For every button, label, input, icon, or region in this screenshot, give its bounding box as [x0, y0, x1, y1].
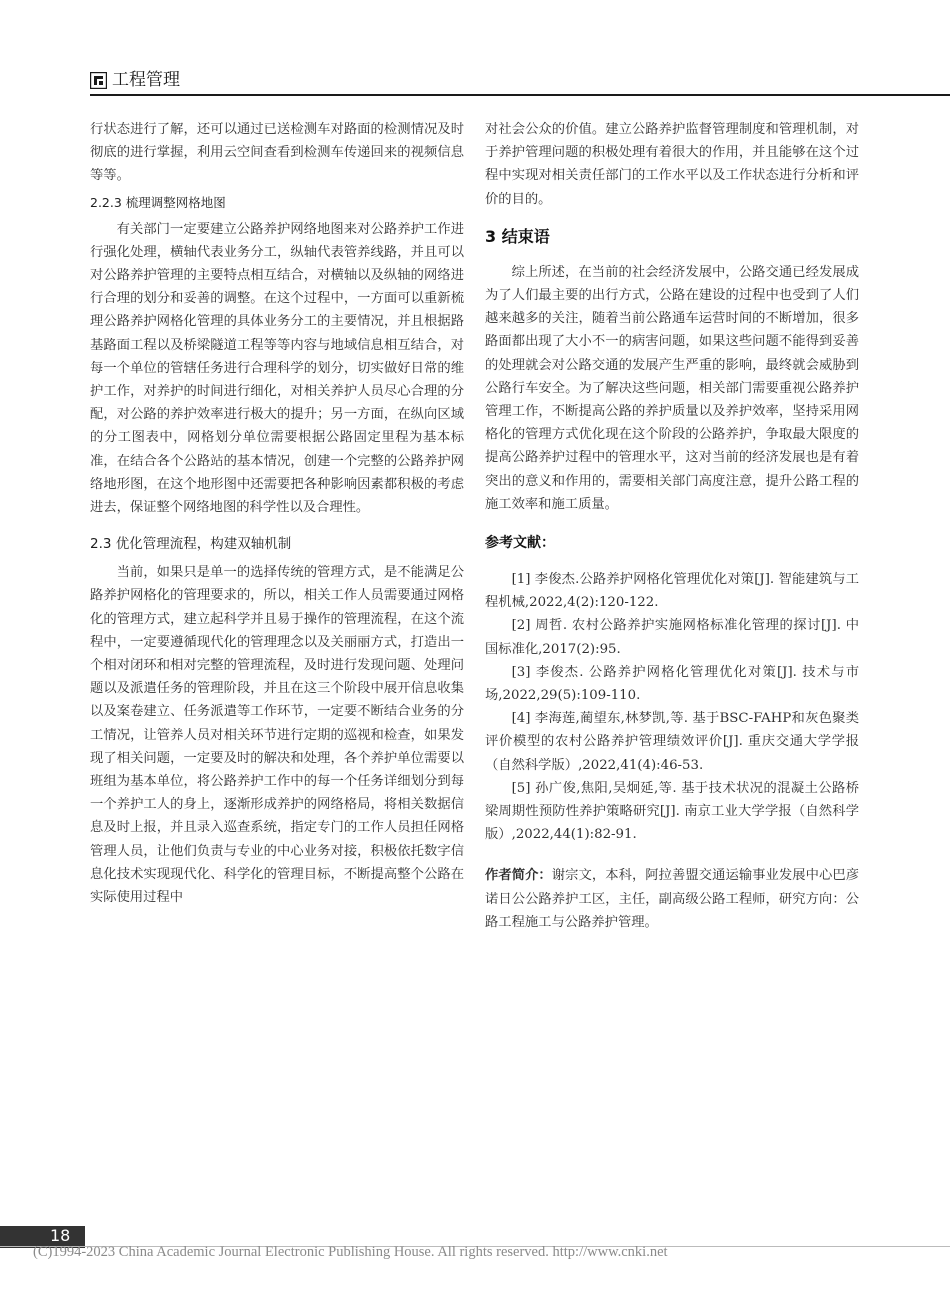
journal-name: 工程管理	[112, 70, 180, 90]
section-2-2-3-heading: 2.2.3 梳理调整网格地图	[90, 194, 226, 210]
intro-paragraph: 行状态进行了解，还可以通过已送检测车对路面的检测情况及时彻底的进行掌握，利用云空间查看到检测车传递回来的视频信息等等。	[90, 122, 464, 184]
author-bio-label: 作者简介：	[485, 868, 552, 884]
copyright-notice: (C)1994-2023 China Academic Journal Electronic Publishing House. All rights reserved. http://www.cnki.net	[33, 1244, 668, 1260]
reference-item: [3] 李俊杰. 公路养护网格化管理优化对策[J]. 技术与市场,2022,29(5):109-110.	[485, 664, 859, 704]
reference-list	[485, 568, 859, 846]
reference-item: [1] 李俊杰.公路养护网格化管理优化对策[J]. 智能建筑与工程机械,2022,4(2):120-122.	[485, 572, 859, 611]
journal-logo-icon	[90, 72, 107, 89]
right-column	[485, 118, 859, 934]
references-title: 参考文献：	[485, 535, 555, 552]
left-column	[90, 118, 464, 909]
reference-item: [5] 孙广俊,焦阳,吴炯延,等. 基于技术状况的混凝土公路桥梁周期性预防性养护策略研究[J]. 南京工业大学学报（自然科学版）,2022,44(1):82-91.	[485, 780, 859, 843]
author-bio	[485, 864, 859, 934]
section-2-2-3-paragraph: 有关部门一定要建立公路养护网络地图来对公路养护工作进行强化处理，横轴代表业务分工，纵轴代表管养线路，并且可以对公路养护管理的主要特点相互结合，对横轴以及纵轴的网络进行合理的划分和妥善的调整。在这个过程中，一方面可以重新梳理公路养护网格化管理的具体业务分工的主要情况，并且根据路基路面工程以及桥梁隧道工程等等内容与地域信息相互结合，对每一个单位的管辖任务进行合理科学的划分，切实做好日常的维护工作，对养护的时间进行细化，对相关养护人员尽心合理的分配，对公路的养护效率进行极大的提升；另一方面，在纵向区域的分工图表中，网格划分单位需要根据公路固定里程为基本标准，在结合各个公路站的基本情况，创建一个完整的公路养护网络地形图，在这个地形图中还需要把各种影响因素都积极的考虑进去，保证整个网络地图的科学性以及合理性。	[90, 221, 464, 516]
journal-header	[90, 68, 950, 96]
section-2-3-heading: 2.3 优化管理流程，构建双轴机制	[90, 536, 292, 553]
reference-item: [2] 周哲. 农村公路养护实施网格标准化管理的探讨[J]. 中国标准化,2017(2):95.	[485, 618, 859, 657]
author-bio-text: 谢宗文，本科，阿拉善盟交通运输事业发展中心巴彦诺日公公路养护工区，主任，副高级公路工程师，研究方向：公路工程施工与公路养护管理。	[485, 868, 859, 930]
header-rule	[90, 94, 950, 96]
continued-paragraph: 对社会公众的价值。建立公路养护监督管理制度和管理机制，对于养护管理问题的积极处理有着很大的作用，并且能够在这个过程中实现对相关责任部门的工作水平以及工作状态进行分析和评价的目的。	[485, 122, 859, 207]
conclusion-paragraph: 综上所述，在当前的社会经济发展中，公路交通已经发展成为了人们最主要的出行方式，公路在建设的过程中也受到了人们越来越多的关注，随着当前公路通车运营时间的不断增加，很多路面都出现了大小不一的病害问题，如果这些问题不能得到妥善的处理就会对公路交通的发展产生严重的影响，最终就会威胁到公路行车安全。为了解决这些问题，相关部门需要重视公路养护管理工作，不断提高公路的养护质量以及养护效率，坚持采用网格化的管理方式优化现在这个阶段的公路养护，争取最大限度的提高公路养护过程中的管理水平，这对当前的经济发展也是有着突出的意义和作用的，需要相关部门高度注意，提升公路工程的施工效率和施工质量。	[485, 264, 859, 512]
reference-item: [4] 李海莲,蔺望东,林梦凯,等. 基于BSC-FAHP和灰色聚类评价模型的农村公路养护管理绩效评价[J]. 重庆交通大学学报（自然科学版）,2022,41(4):46-53.	[485, 711, 859, 773]
page-number: 18	[50, 1226, 71, 1245]
section-2-3-paragraph: 当前，如果只是单一的选择传统的管理方式，是不能满足公路养护网格化的管理要求的，所以，相关工作人员需要通过网格化的管理方式，建立起科学并且易于操作的管理流程，在这个流程中，一定要遵循现代化的管理理念以及关丽丽方式，打造出一个相对闭环和相对完整的管理流程，及时进行发现问题、处理问题以及派遣任务的管理阶段，并且在这三个阶段中展开信息收集以及案卷建立、任务派遣等工作环节，一定要不断结合业务的分工情况，让管养人员对相关环节进行定期的巡视和检查，如果发现了相关问题，一定要及时的解决和处理，各个养护单位需要以班组为基本单位，将公路养护工作中的每一个任务详细划分到每一个养护工人的身上，逐渐形成养护的网络格局，将相关数据信息及时上报，并且录入巡查系统，指定专门的工作人员担任网格管理人员，让他们负责与专业的中心业务对接，积极依托数字信息化技术实现现代化、科学化的管理目标，不断提高整个公路在实际使用过程中	[90, 565, 464, 906]
section-3-heading: 3 结束语	[485, 226, 550, 246]
